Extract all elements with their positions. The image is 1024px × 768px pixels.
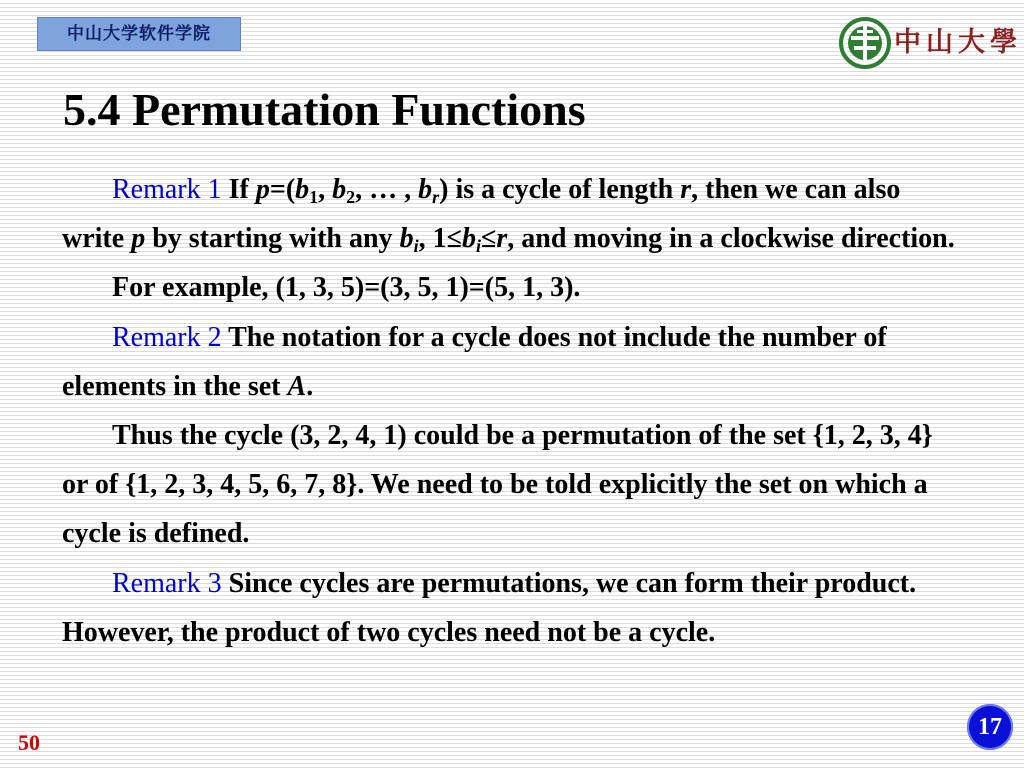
- text-run: .: [306, 370, 314, 402]
- math-var: b: [461, 223, 476, 255]
- math-var: b: [399, 223, 414, 255]
- remark-3-paragraph: [62, 559, 962, 657]
- page-number-badge: 17: [967, 704, 1013, 750]
- university-logo: [838, 16, 1022, 72]
- math-var: b: [332, 174, 347, 205]
- math-var: p: [131, 223, 146, 255]
- remark-1-paragraph: [62, 165, 962, 263]
- math-subscript: i: [413, 236, 419, 257]
- school-tag: 中山大学软件学院: [37, 17, 241, 51]
- math-var: p: [255, 174, 270, 205]
- university-emblem-icon: [838, 16, 892, 70]
- math-subscript: i: [475, 236, 481, 257]
- text-run: , and moving in a clockwise direction.: [507, 223, 955, 255]
- slide-body: [62, 165, 962, 657]
- math-var: r: [496, 223, 508, 255]
- text-run: by starting with any: [145, 223, 400, 255]
- math-var: b: [295, 174, 310, 205]
- remark-2-paragraph: [62, 313, 962, 411]
- text-run: , … ,: [355, 174, 419, 205]
- math-var: r: [680, 174, 692, 205]
- math-subscript: 2: [346, 187, 356, 207]
- text-run: ,: [318, 174, 333, 205]
- math-subscript: r: [432, 187, 440, 207]
- text-run: , 1≤: [418, 223, 462, 255]
- text-run: The notation for a cycle does not include the number of elements in the set: [62, 321, 887, 402]
- example-paragraph: For example, (1, 3, 5)=(3, 5, 1)=(5, 1, 3).: [112, 272, 581, 304]
- remark-3-label: Remark 3: [112, 567, 222, 599]
- remark-2-label: Remark 2: [112, 321, 222, 353]
- text-run: Since cycles are permutations, we can form their product. However, the product of two cycles need not be a cycle.: [62, 567, 917, 648]
- text-run: , then we can also write: [62, 174, 901, 255]
- text-run: ≤: [480, 223, 497, 255]
- text-run: If: [221, 174, 256, 205]
- math-var: b: [418, 174, 433, 205]
- slide-number: 50: [18, 730, 40, 755]
- text-run: =(: [269, 174, 296, 205]
- remark-1-label: Remark 1: [112, 174, 222, 205]
- math-subscript: 1: [309, 187, 319, 207]
- math-var: A: [287, 370, 307, 402]
- slide-title: 5.4 Permutation Functions: [63, 84, 586, 135]
- cycle-set-paragraph: Thus the cycle (3, 2, 4, 1) could be a permutation of the set {1, 2, 3, 4} or of {1, 2, 3, 4, 5, 6, 7, 8}. We need to be told explicitly the set on which a cycle is defined.: [62, 420, 933, 550]
- text-run: ) is a cycle of length: [439, 174, 681, 205]
- logo-text: 中山大學: [894, 27, 1022, 58]
